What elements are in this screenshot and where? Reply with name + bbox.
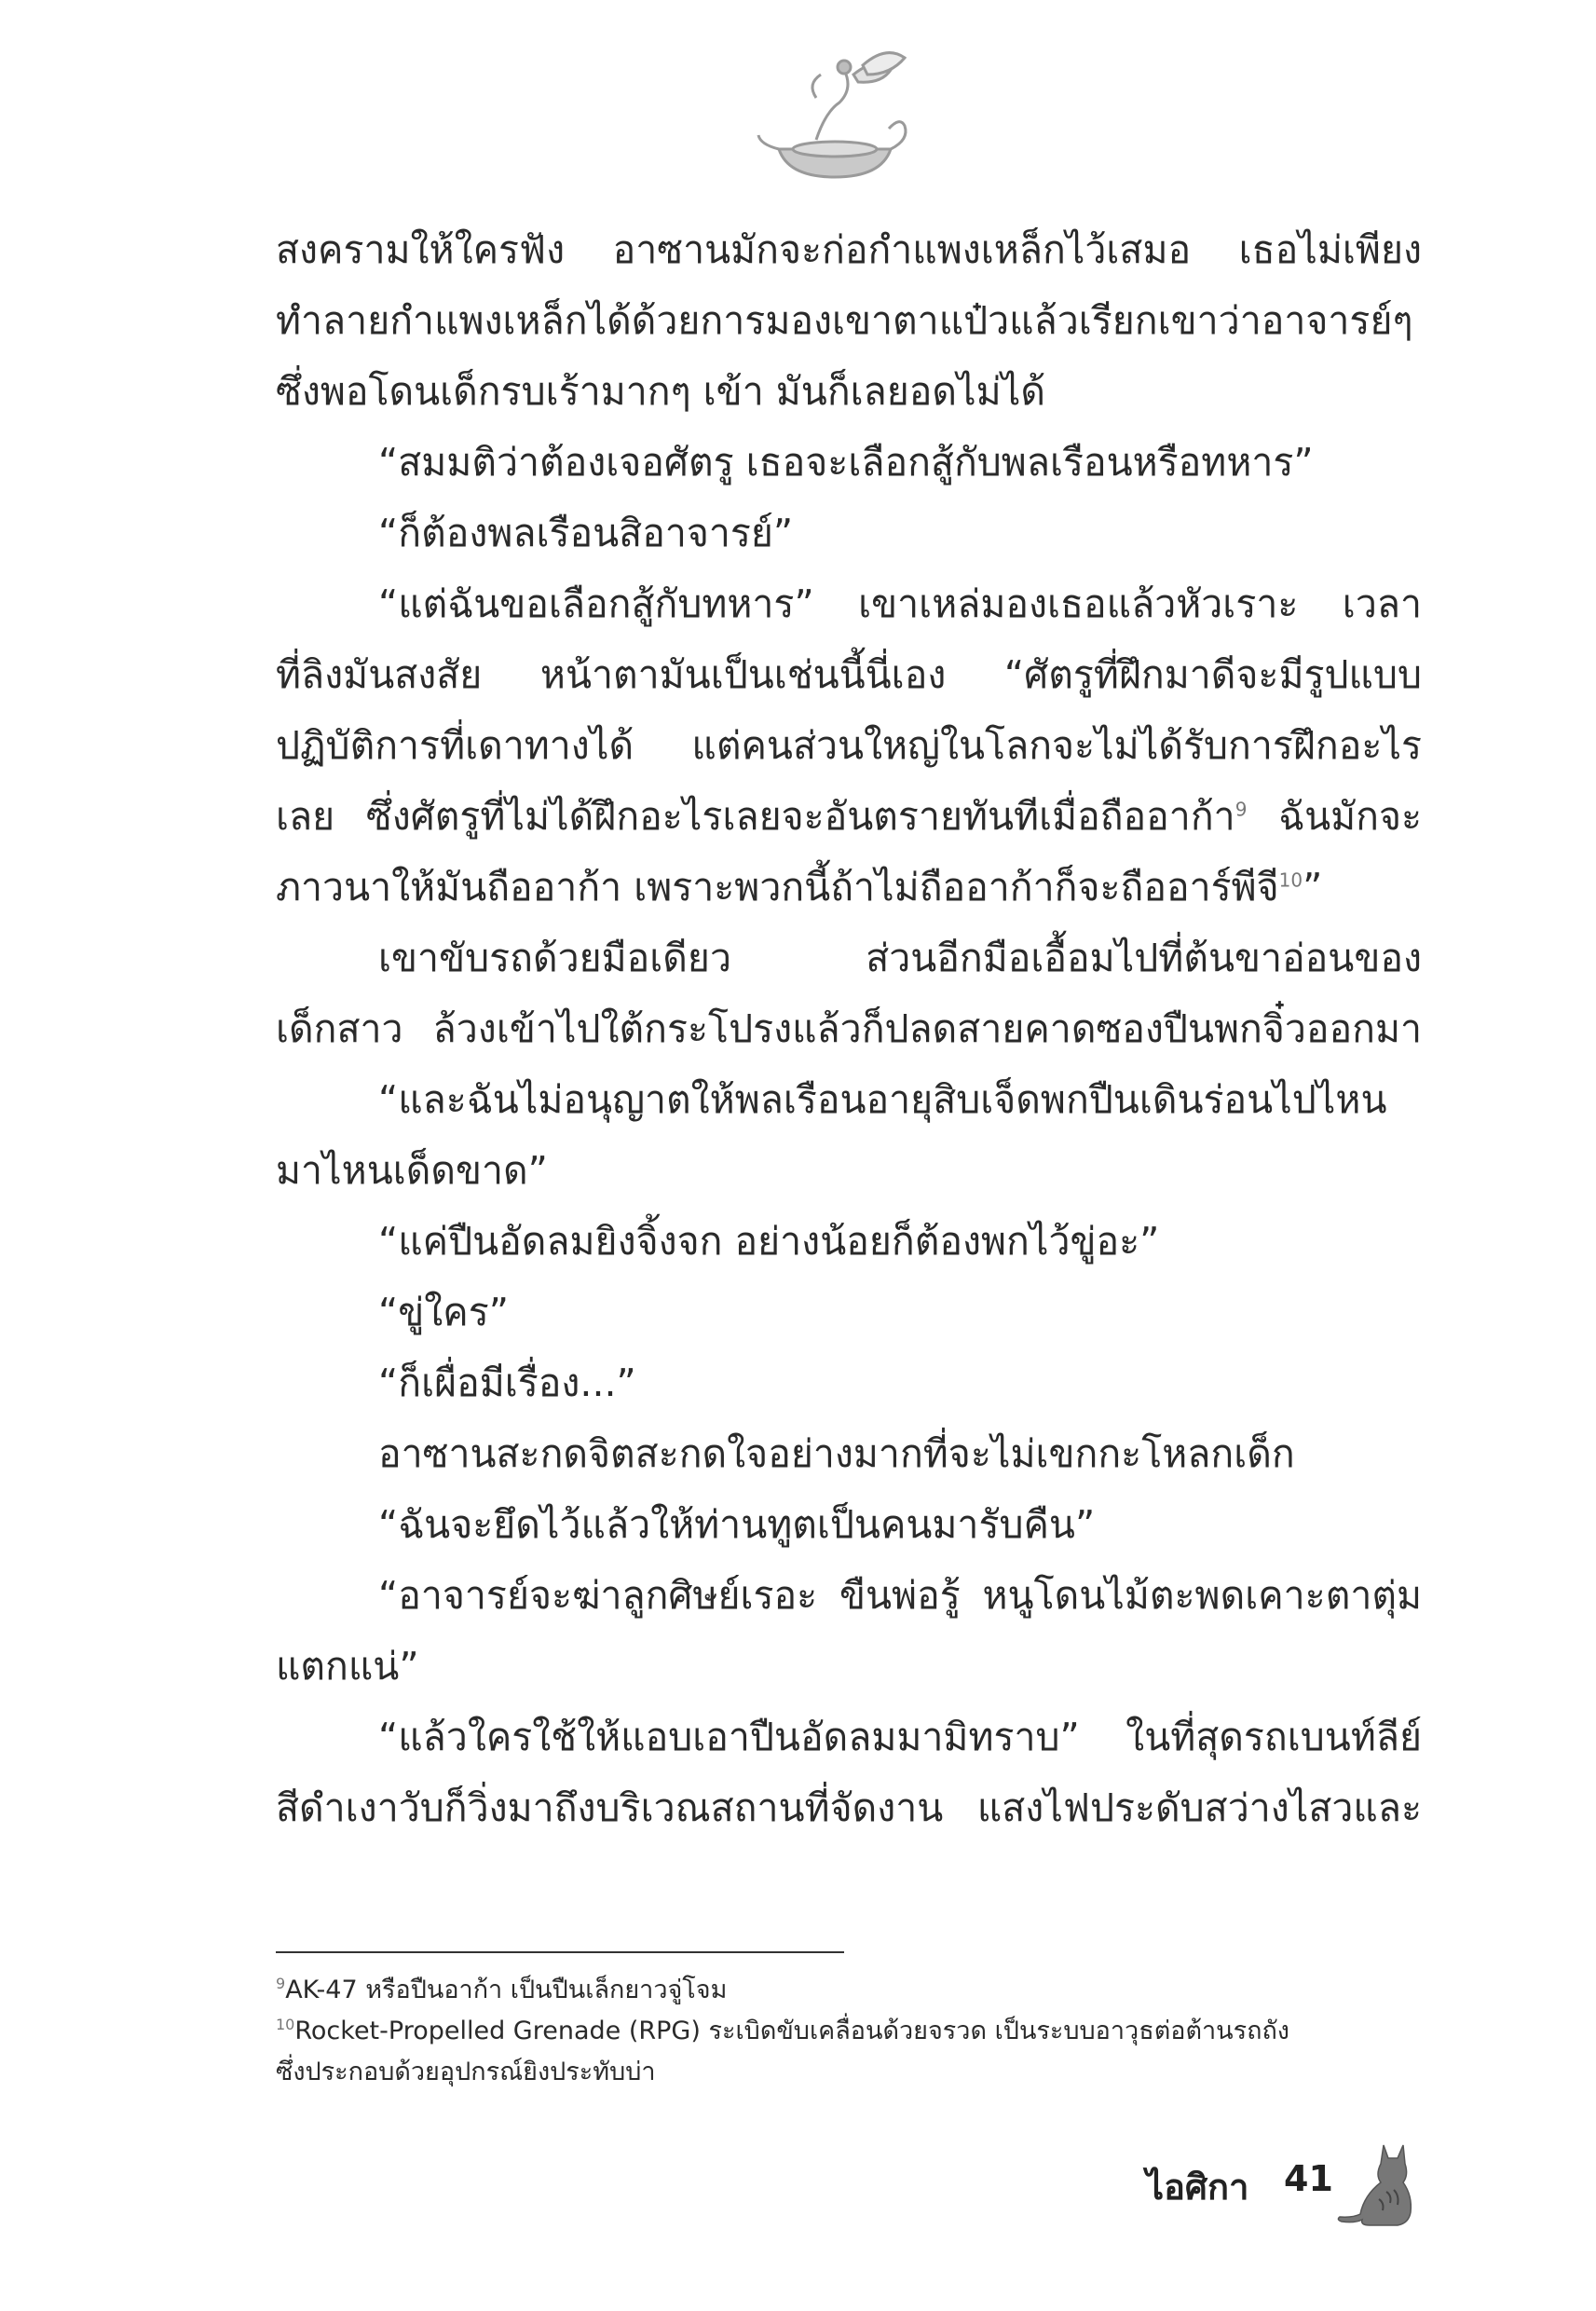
text-line: “ก็ต้องพลเรือนสิอาจารย์” xyxy=(378,511,794,555)
text-segment: ภาวนาให้มันถืออาก้า เพราะพวกนี้ถ้าไม่ถืออาก้าก็จะถืออาร์พีจี xyxy=(276,865,1279,909)
text-line: “และฉันไม่อนุญาตให้พลเรือนอายุสิบเจ็ดพกปืนเดินร่อนไปไหน xyxy=(378,1077,1387,1122)
text-line xyxy=(276,852,1422,923)
footnote-text: Rocket-Propelled Grenade (RPG) ระเบิดขับเคลื่อนด้วยจรวด เป็นระบบอาวุธต่อต้านรถถัง xyxy=(294,2017,1289,2045)
footnote-text: ซึ่งประกอบด้วยอุปกรณ์ยิงประทับบ่า xyxy=(276,2058,656,2086)
footnote-mark: 10 xyxy=(1278,868,1303,892)
text-line: ปฏิบัติการที่เดาทางได้ แต่คนส่วนใหญ่ในโลกจะไม่ได้รับการฝึกอะไร xyxy=(276,723,1422,768)
footnote-divider xyxy=(276,1951,844,1953)
footnotes xyxy=(276,1970,1422,2093)
text-line: มาไหนเด็ดขาด” xyxy=(276,1148,548,1193)
text-line: ที่ลิงมันสงสัย หน้าตามันเป็นเช่นนี้นี่เอง “ศัตรูที่ฝึกมาดีจะมีรูปแบบ xyxy=(276,652,1422,697)
book-title: ไอศิกา xyxy=(1146,2167,1249,2208)
text-line: “แล้วใครใช้ให้แอบเอาปืนอัดลมมามิทราบ” ในที่สุดรถเบนท์ลีย์ xyxy=(378,1715,1422,1759)
text-line: “อาจารย์จะฆ่าลูกศิษย์เรอะ ขืนพ่อรู้ หนูโดนไม้ตะพดเคาะตาตุ่ม xyxy=(378,1573,1422,1618)
text-line: แตกแน่” xyxy=(276,1644,419,1689)
footnote-text: AK-47 หรือปืนอาก้า เป็นปืนเล็กยาวจู่โจม xyxy=(285,1976,728,2004)
text-line: ซึ่งพอโดนเด็กรบเร้ามากๆ เข้า มันก็เลยอดไม่ได้ xyxy=(276,369,1045,414)
text-line: “แต่ฉันขอเลือกสู้กับทหาร” เขาเหล่มองเธอแล้วหัวเราะ เวลา xyxy=(378,581,1422,626)
footnote-number: 9 xyxy=(276,1975,286,1992)
text-line: สีดำเงาวับก็วิ่งมาถึงบริเวณสถานที่จัดงาน แสงไฟประดับสว่างไสวและ xyxy=(276,1785,1422,1830)
text-line: “แค่ปืนอัดลมยิงจิ้งจก อย่างน้อยก็ต้องพกไว้ขู่อะ” xyxy=(378,1219,1160,1264)
footnote xyxy=(276,1970,1422,2011)
footnote-mark: 9 xyxy=(1235,798,1248,821)
text-line: เขาขับรถด้วยมือเดียว ส่วนอีกมือเอื้อมไปที่ต้นขาอ่อนของ xyxy=(378,936,1422,980)
footnote-number: 10 xyxy=(276,2016,295,2033)
text-line: “ฉันจะยึดไว้แล้วให้ท่านทูตเป็นคนมารับคืน” xyxy=(378,1502,1096,1547)
text-segment: เลย ซึ่งศัตรูที่ไม่ได้ฝึกอะไรเลยจะอันตรายทันทีเมื่อถืออาก้า xyxy=(276,794,1235,839)
footnote-continuation xyxy=(276,2052,1422,2093)
page-footer xyxy=(1146,2138,1425,2231)
text-line: “ขู่ใคร” xyxy=(378,1290,509,1334)
text-line: ทำลายกำแพงเหล็กได้ด้วยการมองเขาตาแป๋วแล้วเรียกเขาว่าอาจารย์ๆ xyxy=(276,298,1413,343)
lamp-fairy-ornament-icon xyxy=(751,47,919,186)
text-segment: ฉันมักจะ xyxy=(1278,794,1422,839)
text-line xyxy=(276,781,1422,852)
footnote xyxy=(276,2011,1422,2052)
page-number: 41 xyxy=(1284,2158,1333,2199)
text-line: “ก็เผื่อมีเรื่อง...” xyxy=(378,1361,636,1405)
text-line: เด็กสาว ล้วงเข้าไปใต้กระโปรงแล้วก็ปลดสายคาดซองปืนพกจิ๋วออกมา xyxy=(276,1006,1422,1051)
text-segment: ” xyxy=(1303,865,1323,909)
cat-icon xyxy=(1332,2138,1425,2231)
body-text xyxy=(276,214,1422,1843)
text-line: สงครามให้ใครฟัง อาซานมักจะก่อกำแพงเหล็กไว้เสมอ เธอไม่เพียง xyxy=(276,227,1422,272)
text-line: อาซานสะกดจิตสะกดใจอย่างมากที่จะไม่เขกกะโหลกเด็ก xyxy=(378,1431,1295,1476)
text-line: “สมมติว่าต้องเจอศัตรู เธอจะเลือกสู้กับพลเรือนหรือทหาร” xyxy=(378,440,1314,485)
